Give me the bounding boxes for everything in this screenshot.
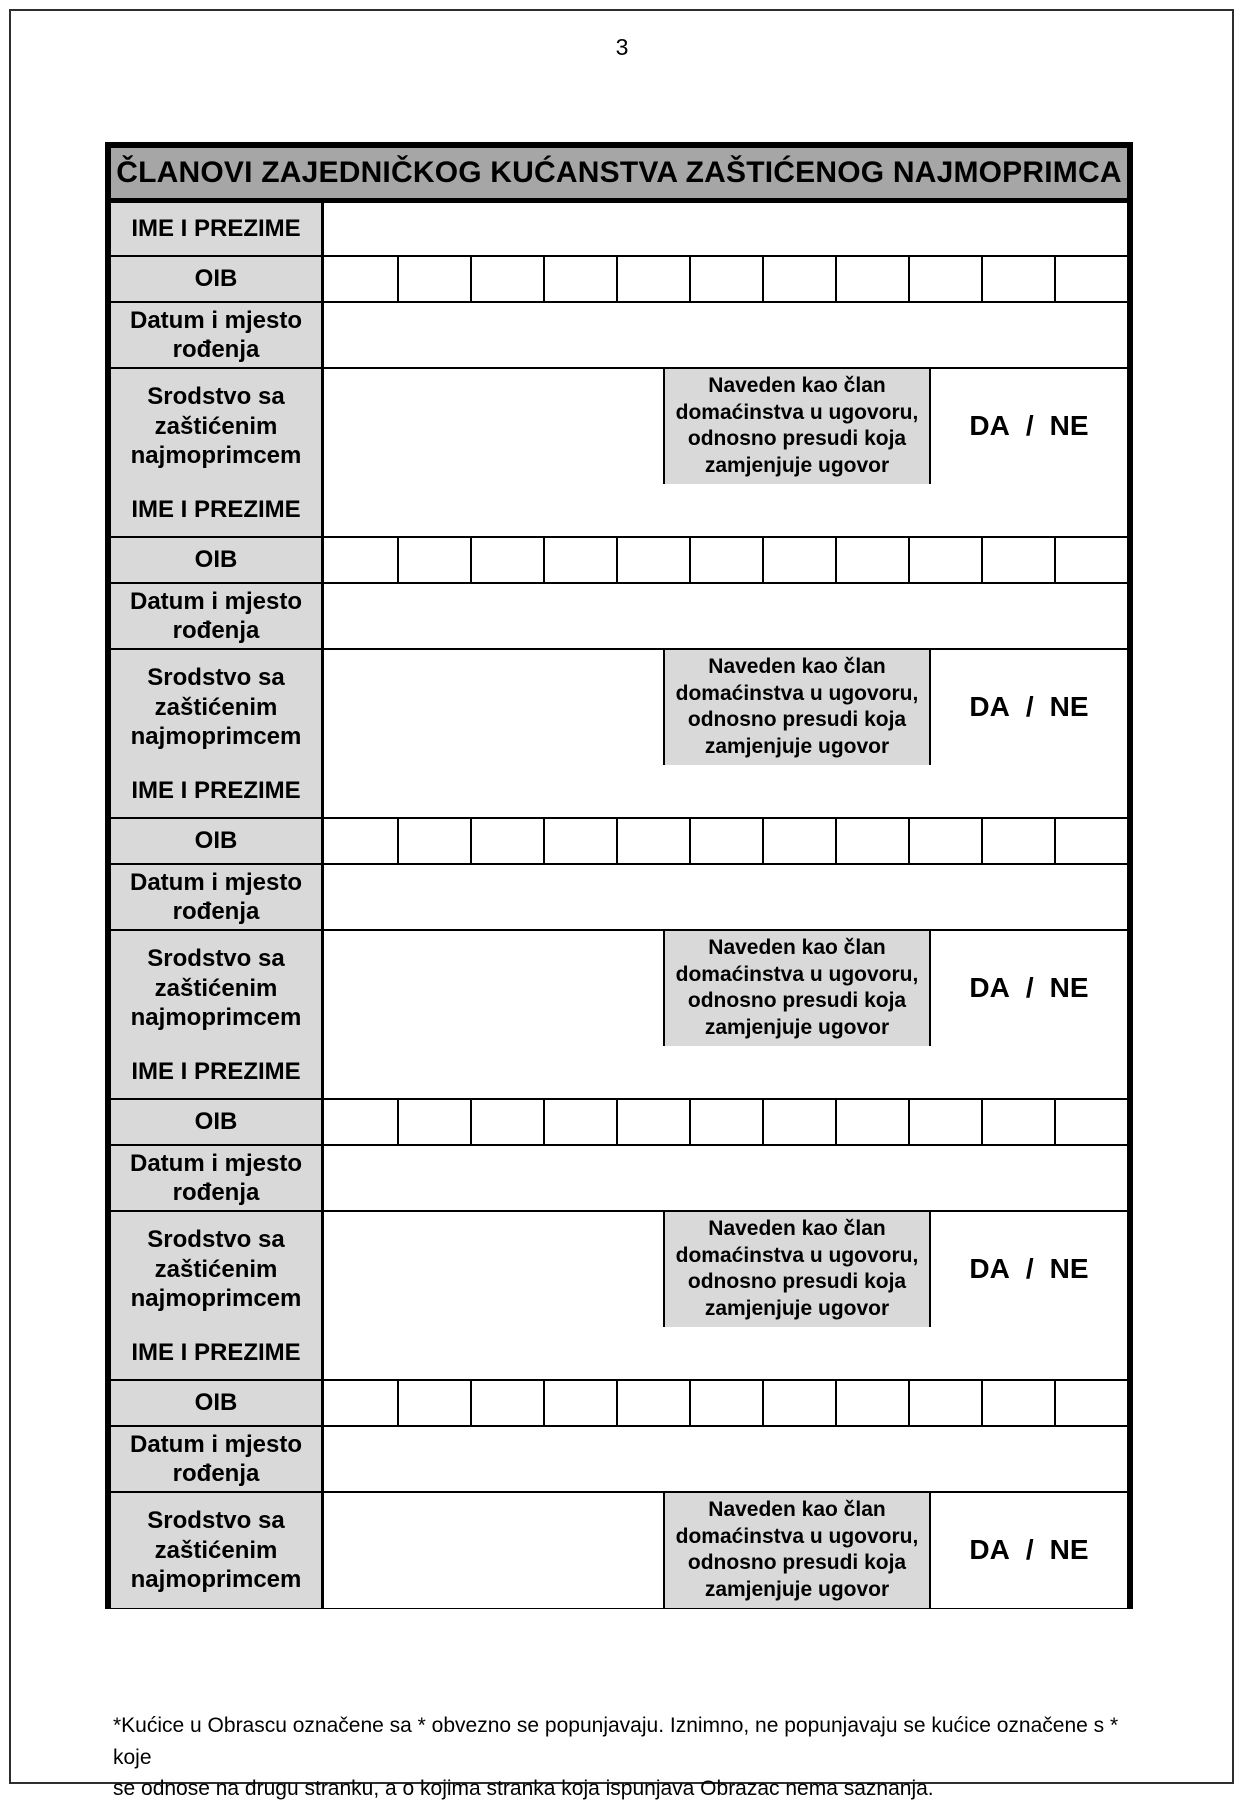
birth-row: [111, 1425, 1127, 1491]
note-line: zamjenjuje ugovor: [704, 1015, 890, 1039]
name-label: IME I PREZIME: [111, 1046, 324, 1098]
oib-digit-box-2[interactable]: [397, 1100, 470, 1144]
da-option[interactable]: DA: [969, 410, 1010, 442]
note-line: Naveden kao član: [708, 1217, 886, 1240]
name-label: IME I PREZIME: [111, 203, 324, 255]
birth-input-field[interactable]: [324, 1427, 1127, 1491]
da-ne-choice: [931, 1212, 1127, 1327]
oib-digit-box-11[interactable]: [1054, 538, 1127, 582]
name-label: IME I PREZIME: [111, 484, 324, 536]
note-line: Naveden kao član: [708, 936, 886, 959]
oib-digit-box-7[interactable]: [762, 1381, 835, 1425]
oib-digit-box-6[interactable]: [689, 1100, 762, 1144]
note-line: odnosno presudi koja: [687, 708, 907, 732]
note-line: odnosno presudi koja: [687, 989, 907, 1013]
relationship-label: Srodstvo sa zaštićenim najmoprimcem: [111, 931, 324, 1046]
relationship-input-field[interactable]: [324, 650, 663, 765]
birth-label: Datum i mjesto rođenja: [111, 303, 324, 367]
oib-digit-box-1[interactable]: [324, 538, 397, 582]
note-line: zamjenjuje ugovor: [704, 1577, 890, 1601]
da-ne-separator: /: [1025, 1253, 1034, 1285]
ne-option[interactable]: NE: [1049, 691, 1089, 723]
oib-digit-box-8[interactable]: [835, 819, 908, 863]
member-block-2: [111, 479, 1127, 760]
oib-digit-box-10[interactable]: [981, 1381, 1054, 1425]
da-ne-separator: /: [1025, 410, 1034, 442]
name-input-field[interactable]: [324, 1046, 1127, 1098]
birth-row: [111, 863, 1127, 929]
birth-row: [111, 1144, 1127, 1210]
birth-input-field[interactable]: [324, 584, 1127, 648]
oib-row: [111, 817, 1127, 863]
name-input-field[interactable]: [324, 1327, 1127, 1379]
name-input-field[interactable]: [324, 203, 1127, 255]
oib-row: [111, 1379, 1127, 1425]
note-line: odnosno presudi koja: [687, 1551, 907, 1575]
birth-label: Datum i mjesto rođenja: [111, 865, 324, 929]
da-option[interactable]: DA: [969, 972, 1010, 1004]
relationship-input-field[interactable]: [324, 1212, 663, 1327]
note-line: domaćinstva u ugovoru,: [675, 1243, 919, 1267]
da-ne-choice: [931, 650, 1127, 765]
note-line: domaćinstva u ugovoru,: [675, 681, 919, 705]
oib-digit-box-11[interactable]: [1054, 257, 1127, 301]
da-option[interactable]: DA: [969, 691, 1010, 723]
oib-digit-box-7[interactable]: [762, 538, 835, 582]
footnote-line-1: *Kućice u Obrascu označene sa * obvezno se popunjavaju. Iznimno, ne popunjavaju se kućice označene s * koje: [113, 1714, 1119, 1769]
oib-label: OIB: [111, 1100, 324, 1144]
name-label: IME I PREZIME: [111, 1327, 324, 1379]
oib-row: [111, 1098, 1127, 1144]
note-line: domaćinstva u ugovoru,: [675, 400, 919, 424]
relationship-row: [111, 367, 1127, 479]
birth-row: [111, 582, 1127, 648]
da-ne-separator: /: [1025, 972, 1034, 1004]
name-row: [111, 1327, 1127, 1379]
oib-digit-box-9[interactable]: [908, 1381, 981, 1425]
oib-digit-box-7[interactable]: [762, 1100, 835, 1144]
household-members-table: [105, 142, 1133, 1609]
ne-option[interactable]: NE: [1049, 1253, 1089, 1285]
name-row: [111, 203, 1127, 255]
oib-row: [111, 536, 1127, 582]
footnote: [113, 1710, 1153, 1805]
oib-digit-box-8[interactable]: [835, 538, 908, 582]
member-block-3: [111, 760, 1127, 1041]
oib-digit-box-10[interactable]: [981, 538, 1054, 582]
relationship-row: [111, 929, 1127, 1041]
name-row: [111, 484, 1127, 536]
oib-digit-box-5[interactable]: [616, 1381, 689, 1425]
oib-digit-box-11[interactable]: [1054, 1381, 1127, 1425]
birth-label: Datum i mjesto rođenja: [111, 1427, 324, 1491]
oib-digit-box-10[interactable]: [981, 257, 1054, 301]
note-line: odnosno presudi koja: [687, 1270, 907, 1294]
oib-digit-box-7[interactable]: [762, 819, 835, 863]
ne-option[interactable]: NE: [1049, 1534, 1089, 1566]
birth-label: Datum i mjesto rođenja: [111, 1146, 324, 1210]
relationship-label: Srodstvo sa zaštićenim najmoprimcem: [111, 1212, 324, 1327]
oib-digit-box-2[interactable]: [397, 819, 470, 863]
oib-digit-box-6[interactable]: [689, 819, 762, 863]
oib-digit-box-6[interactable]: [689, 538, 762, 582]
note-line: odnosno presudi koja: [687, 427, 907, 451]
oib-digit-box-9[interactable]: [908, 1100, 981, 1144]
note-line: domaćinstva u ugovoru,: [675, 962, 919, 986]
note-line: Naveden kao član: [708, 655, 886, 678]
note-line: zamjenjuje ugovor: [704, 1296, 890, 1320]
birth-row: [111, 301, 1127, 367]
household-contract-note: [663, 369, 931, 484]
birth-input-field[interactable]: [324, 303, 1127, 367]
birth-input-field[interactable]: [324, 865, 1127, 929]
oib-digit-box-3[interactable]: [470, 257, 543, 301]
member-block-1: [111, 203, 1127, 479]
oib-digit-box-5[interactable]: [616, 257, 689, 301]
da-ne-separator: /: [1025, 691, 1034, 723]
footnote-line-2: se odnose na drugu stranku, a o kojima stranka koja ispunjava Obrazac nema saznanja.: [113, 1777, 934, 1800]
oib-digit-box-1[interactable]: [324, 819, 397, 863]
page-number: 3: [615, 34, 629, 60]
name-label: IME I PREZIME: [111, 765, 324, 817]
note-line: Naveden kao član: [708, 1498, 886, 1521]
member-blocks-container: [111, 203, 1127, 1603]
oib-digit-box-3[interactable]: [470, 1381, 543, 1425]
household-contract-note: [663, 1493, 931, 1608]
ne-option[interactable]: NE: [1049, 972, 1089, 1004]
da-ne-separator: /: [1025, 1534, 1034, 1566]
relationship-input-field[interactable]: [324, 1493, 663, 1608]
oib-digit-box-2[interactable]: [397, 1381, 470, 1425]
oib-digit-box-4[interactable]: [543, 1381, 616, 1425]
oib-digit-box-8[interactable]: [835, 257, 908, 301]
oib-digit-box-2[interactable]: [397, 257, 470, 301]
note-line: Naveden kao član: [708, 374, 886, 397]
member-block-5: [111, 1322, 1127, 1603]
oib-digit-box-9[interactable]: [908, 819, 981, 863]
name-input-field[interactable]: [324, 484, 1127, 536]
oib-digit-box-1[interactable]: [324, 1100, 397, 1144]
oib-label: OIB: [111, 538, 324, 582]
oib-digit-box-8[interactable]: [835, 1100, 908, 1144]
oib-digit-box-1[interactable]: [324, 257, 397, 301]
oib-row: [111, 255, 1127, 301]
relationship-row: [111, 1210, 1127, 1322]
da-ne-choice: [931, 931, 1127, 1046]
da-option[interactable]: DA: [969, 1253, 1010, 1285]
da-ne-choice: [931, 1493, 1127, 1608]
household-contract-note: [663, 1212, 931, 1327]
relationship-label: Srodstvo sa zaštićenim najmoprimcem: [111, 369, 324, 484]
oib-label: OIB: [111, 257, 324, 301]
oib-digit-box-4[interactable]: [543, 819, 616, 863]
da-option[interactable]: DA: [969, 1534, 1010, 1566]
oib-digit-box-1[interactable]: [324, 1381, 397, 1425]
oib-digit-box-3[interactable]: [470, 1100, 543, 1144]
oib-label: OIB: [111, 819, 324, 863]
note-line: domaćinstva u ugovoru,: [675, 1524, 919, 1548]
birth-label: Datum i mjesto rođenja: [111, 584, 324, 648]
oib-digit-box-4[interactable]: [543, 1100, 616, 1144]
oib-digit-box-2[interactable]: [397, 538, 470, 582]
oib-label: OIB: [111, 1381, 324, 1425]
oib-digit-box-3[interactable]: [470, 538, 543, 582]
note-line: zamjenjuje ugovor: [704, 734, 890, 758]
oib-digit-box-7[interactable]: [762, 257, 835, 301]
oib-digit-box-4[interactable]: [543, 538, 616, 582]
relationship-input-field[interactable]: [324, 369, 663, 484]
da-ne-choice: [931, 369, 1127, 484]
oib-digit-box-6[interactable]: [689, 257, 762, 301]
oib-digit-box-11[interactable]: [1054, 1100, 1127, 1144]
ne-option[interactable]: NE: [1049, 410, 1089, 442]
oib-digit-box-5[interactable]: [616, 538, 689, 582]
oib-digit-box-9[interactable]: [908, 538, 981, 582]
oib-digit-box-3[interactable]: [470, 819, 543, 863]
household-contract-note: [663, 931, 931, 1046]
oib-digit-box-5[interactable]: [616, 819, 689, 863]
relationship-row: [111, 648, 1127, 760]
relationship-label: Srodstvo sa zaštićenim najmoprimcem: [111, 1493, 324, 1608]
oib-digit-box-8[interactable]: [835, 1381, 908, 1425]
oib-digit-box-9[interactable]: [908, 257, 981, 301]
relationship-label: Srodstvo sa zaštićenim najmoprimcem: [111, 650, 324, 765]
oib-digit-box-10[interactable]: [981, 1100, 1054, 1144]
birth-input-field[interactable]: [324, 1146, 1127, 1210]
oib-digit-box-6[interactable]: [689, 1381, 762, 1425]
name-row: [111, 765, 1127, 817]
name-input-field[interactable]: [324, 765, 1127, 817]
relationship-row: [111, 1491, 1127, 1603]
member-block-4: [111, 1041, 1127, 1322]
table-title: ČLANOVI ZAJEDNIČKOG KUĆANSTVA ZAŠTIĆENOG NAJMOPRIMCA: [111, 148, 1127, 203]
household-contract-note: [663, 650, 931, 765]
oib-digit-box-10[interactable]: [981, 819, 1054, 863]
name-row: [111, 1046, 1127, 1098]
oib-digit-box-11[interactable]: [1054, 819, 1127, 863]
note-line: zamjenjuje ugovor: [704, 453, 890, 477]
oib-digit-box-5[interactable]: [616, 1100, 689, 1144]
relationship-input-field[interactable]: [324, 931, 663, 1046]
oib-digit-box-4[interactable]: [543, 257, 616, 301]
